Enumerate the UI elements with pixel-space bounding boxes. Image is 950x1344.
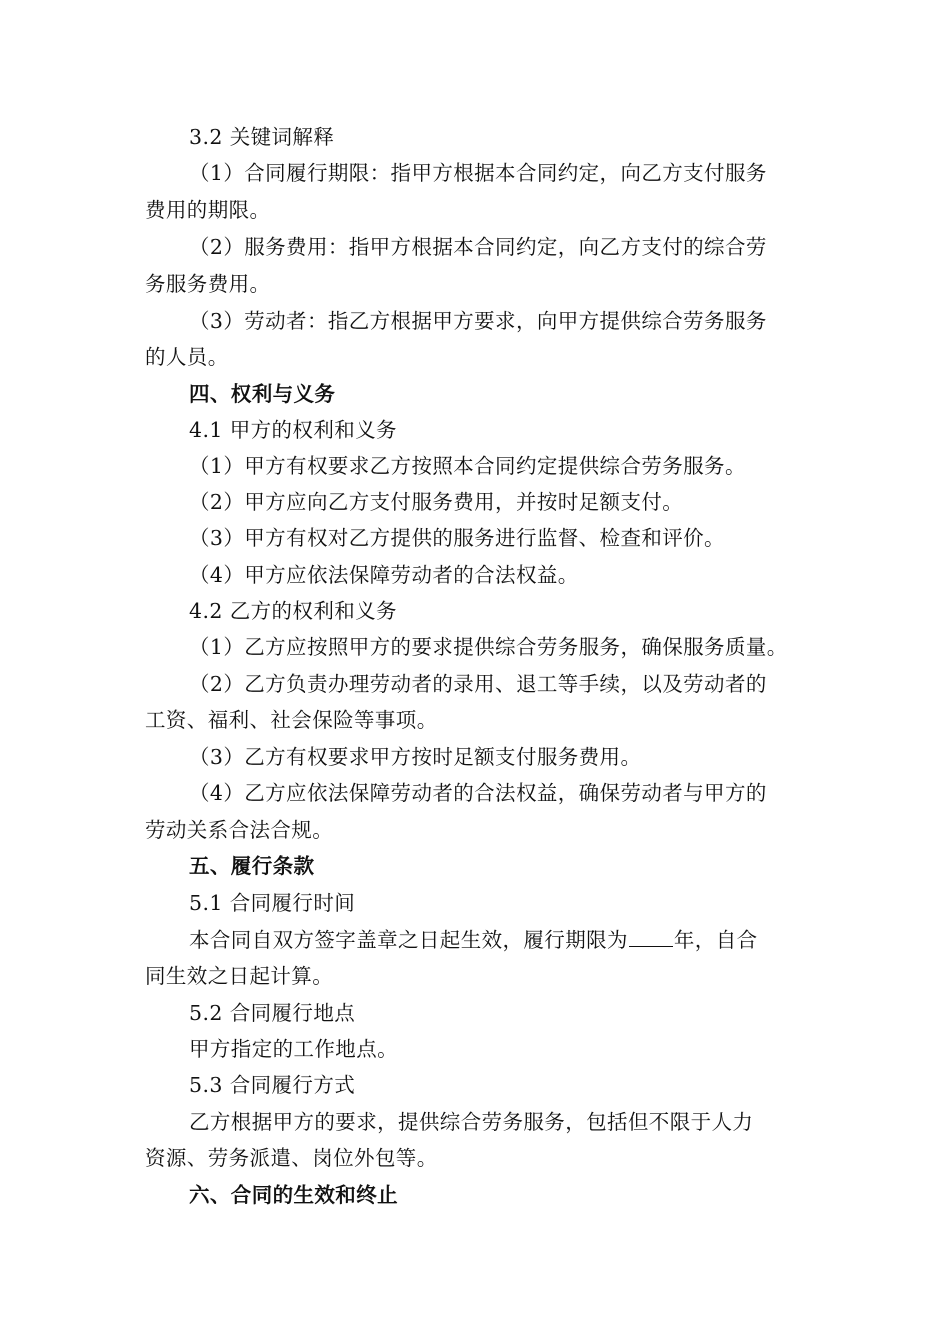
list-item: （2）甲方应向乙方支付服务费用，并按时足额支付。	[189, 490, 684, 514]
section-5-3-title: 5.3 合同履行方式	[189, 1073, 356, 1097]
section-4-2-title: 4.2 乙方的权利和义务	[189, 599, 397, 623]
paragraph-line: （3）劳动者：指乙方根据甲方要求，向甲方提供综合劳务服务	[189, 309, 767, 333]
paragraph-line: （1）合同履行期限：指甲方根据本合同约定，向乙方支付服务	[189, 161, 767, 185]
paragraph-line: 的人员。	[145, 345, 229, 369]
paragraph-line: 资源、劳务派遣、岗位外包等。	[145, 1146, 438, 1170]
list-item: （4）甲方应依法保障劳动者的合法权益。	[189, 563, 579, 587]
paragraph-line: 费用的期限。	[145, 198, 271, 222]
fill-in-blank	[629, 928, 673, 947]
paragraph-text: 年，自合	[673, 928, 758, 952]
paragraph-text: 本合同自双方签字盖章之日起生效，履行期限为	[189, 928, 628, 952]
paragraph-line: （2）服务费用：指甲方根据本合同约定，向乙方支付的综合劳	[189, 235, 767, 259]
list-item: （3）乙方有权要求甲方按时足额支付服务费用。	[189, 745, 642, 769]
paragraph-line: （4）乙方应依法保障劳动者的合法权益，确保劳动者与甲方的	[189, 781, 767, 805]
section-4-heading: 四、权利与义务	[189, 382, 336, 406]
section-3-2-title: 3.2 关键词解释	[189, 125, 335, 149]
section-5-1-title: 5.1 合同履行时间	[189, 891, 356, 915]
list-item: （1）乙方应按照甲方的要求提供综合劳务服务，确保服务质量。	[189, 635, 788, 659]
paragraph-line	[189, 926, 758, 954]
paragraph-line: （2）乙方负责办理劳动者的录用、退工等手续，以及劳动者的	[189, 672, 767, 696]
paragraph-line: 甲方指定的工作地点。	[189, 1037, 398, 1061]
section-4-1-title: 4.1 甲方的权利和义务	[189, 418, 397, 442]
paragraph-line: 乙方根据甲方的要求，提供综合劳务服务，包括但不限于人力	[189, 1110, 754, 1134]
paragraph-line: 劳动关系合法合规。	[145, 818, 334, 842]
list-item: （1）甲方有权要求乙方按照本合同约定提供综合劳务服务。	[189, 454, 746, 478]
list-item: （3）甲方有权对乙方提供的服务进行监督、检查和评价。	[189, 526, 725, 550]
paragraph-line: 工资、福利、社会保险等事项。	[145, 708, 438, 732]
paragraph-line: 同生效之日起计算。	[145, 964, 334, 988]
paragraph-line: 务服务费用。	[145, 272, 271, 296]
section-6-heading: 六、合同的生效和终止	[189, 1183, 398, 1207]
section-5-2-title: 5.2 合同履行地点	[189, 1001, 356, 1025]
section-5-heading: 五、履行条款	[189, 854, 315, 878]
